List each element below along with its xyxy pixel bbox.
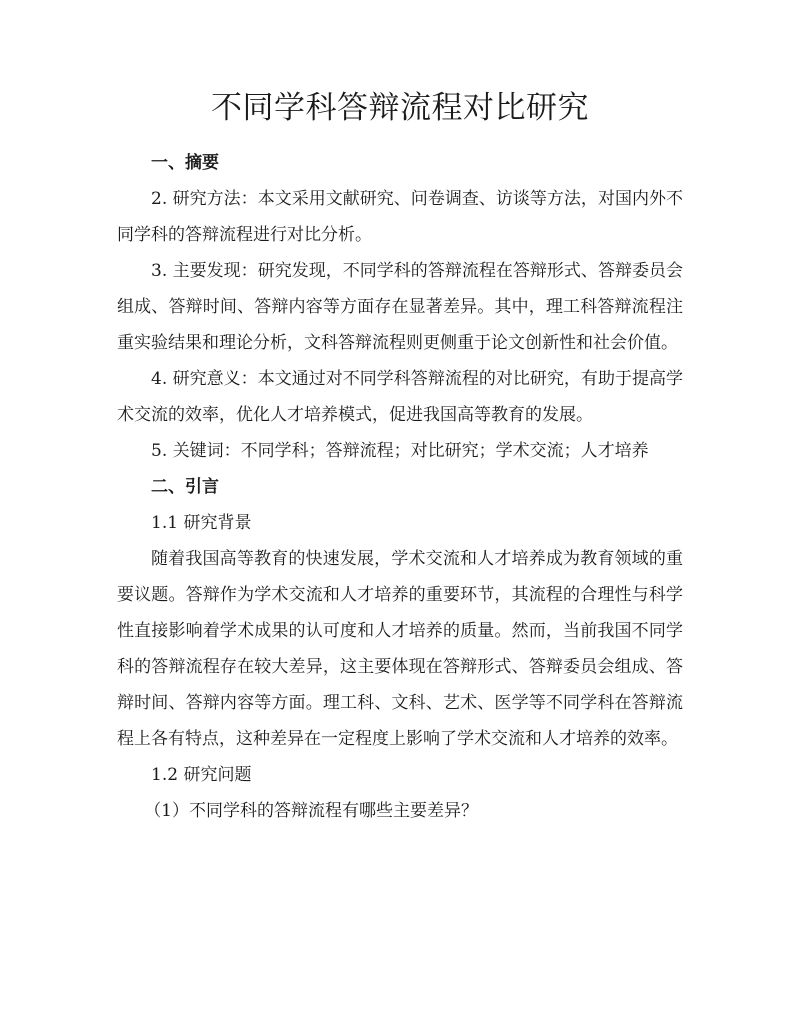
abstract-paragraph-method: 2. 研究方法：本文采用文献研究、问卷调查、访谈等方法，对国内外不同学科的答辩流程进行对比分析。 xyxy=(117,189,683,245)
abstract-paragraph-significance: 4. 研究意义：本文通过对不同学科答辩流程的对比研究，有助于提高学术交流的效率，优化人才培养模式，促进我国高等教育的发展。 xyxy=(117,369,683,425)
abstract-paragraph-findings: 3. 主要发现：研究发现，不同学科的答辩流程在答辩形式、答辩委员会组成、答辩时间、答辩内容等方面存在显著差异。其中，理工科答辩流程注重实验结果和理论分析，文科答辩流程则更侧重于论文创新性和社会价值。 xyxy=(117,261,683,353)
background-paragraph: 随着我国高等教育的快速发展，学术交流和人才培养成为教育领域的重要议题。答辩作为学术交流和人才培养的重要环节，其流程的合理性与科学性直接影响着学术成果的认可度和人才培养的质量。然而，当前我国不同学科的答辩流程存在较大差异，这主要体现在答辩形式、答辩委员会组成、答辩时间、答辩内容等方面。理工科、文科、艺术、医学等不同学科在答辩流程上各有特点，这种差异在一定程度上影响了学术交流和人才培养的效率。 xyxy=(117,549,683,749)
document-body xyxy=(117,145,683,829)
abstract-paragraph-keywords: 5. 关键词：不同学科；答辩流程；对比研究；学术交流；人才培养 xyxy=(151,441,649,461)
subsection-heading-questions: 1.2 研究问题 xyxy=(151,765,252,785)
subsection-heading-background: 1.1 研究背景 xyxy=(151,513,252,533)
section-heading-introduction: 二、引言 xyxy=(151,477,219,497)
research-question-1: （1）不同学科的答辩流程有哪些主要差异？ xyxy=(144,801,479,821)
section-heading-abstract: 一、摘要 xyxy=(151,153,219,173)
document-title: 不同学科答辩流程对比研究 xyxy=(211,90,589,126)
